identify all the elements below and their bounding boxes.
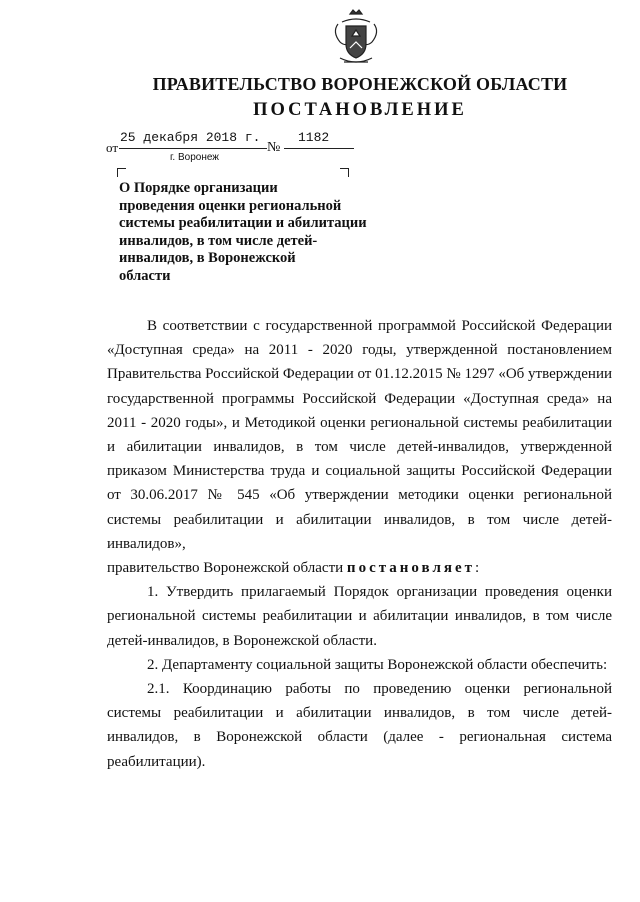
resolve-suffix: : [475,560,480,577]
decree-body [107,314,612,774]
subject-line: О Порядке организации [119,180,278,196]
preamble-paragraph: В соответствии с государственной программой Российской Федерации «Доступная среда» на 2011 - 2020 годы, утвержденной постановлением Правительства Российской Федерации от 01.12.2015 № 1297 «Об утверждении государственной программы Российской Федерации «Доступная среда» на 2011 - 2020 годы», и Методикой оценки региональной системы реабилитации и абилитации инвалидов, в том числе детей-инвалидов, утвержденной приказом Министерства труда и социальной защиты Российской Федерации от 30.06.2017 № 545 «Об утверждении методики оценки региональной системы реабилитации и абилитации инвалидов, в том числе детей-инвалидов», [107,318,612,552]
item-1-paragraph: 1. Утвердить прилагаемый Порядок организации проведения оценки региональной системы реабилитации и абилитации инвалидов, в том числе детей-инвалидов, в Воронежской области. [107,584,612,649]
subject-line: системы реабилитации и абилитации [119,215,367,231]
subject-line: инвалидов, в Воронежской [119,250,296,266]
item-2-paragraph: 2. Департаменту социальной защиты Воронежской области обеспечить: [147,656,608,673]
subject-line: проведения оценки региональной [119,197,342,214]
subject-line: инвалидов, в том числе детей- [119,232,318,249]
decree-date: 25 декабря 2018 г. [120,130,261,145]
subject-line: области [119,267,171,284]
resolve-word: постановляет [346,560,476,577]
number-label: № [267,140,281,155]
subject-corner-right [340,168,349,177]
decree-subject [119,180,384,285]
from-label: от [106,140,119,155]
item-2-1-paragraph: 2.1. Координацию работы по проведению оценки региональной системы реабилитации и абилитации инвалидов, в том числе детей-инвалидов, в Воронежской области (далее - региональная система реабилитации). [107,681,612,770]
resolve-paragraph [107,556,612,580]
resolve-prefix: правительство Воронежской области [107,560,344,577]
government-name: ПРАВИТЕЛЬСТВО ВОРОНЕЖСКОЙ ОБЛАСТИ [152,74,568,94]
number-underline [284,148,354,149]
registration-line [106,128,366,168]
subject-corner-left [117,168,126,177]
decree-number: 1182 [298,130,330,145]
date-underline [119,148,267,149]
document-type-title: ПОСТАНОВЛЕНИЕ [253,100,467,120]
voronezh-coat-of-arms-icon [330,8,382,68]
city-label: г. Воронеж [170,152,219,163]
